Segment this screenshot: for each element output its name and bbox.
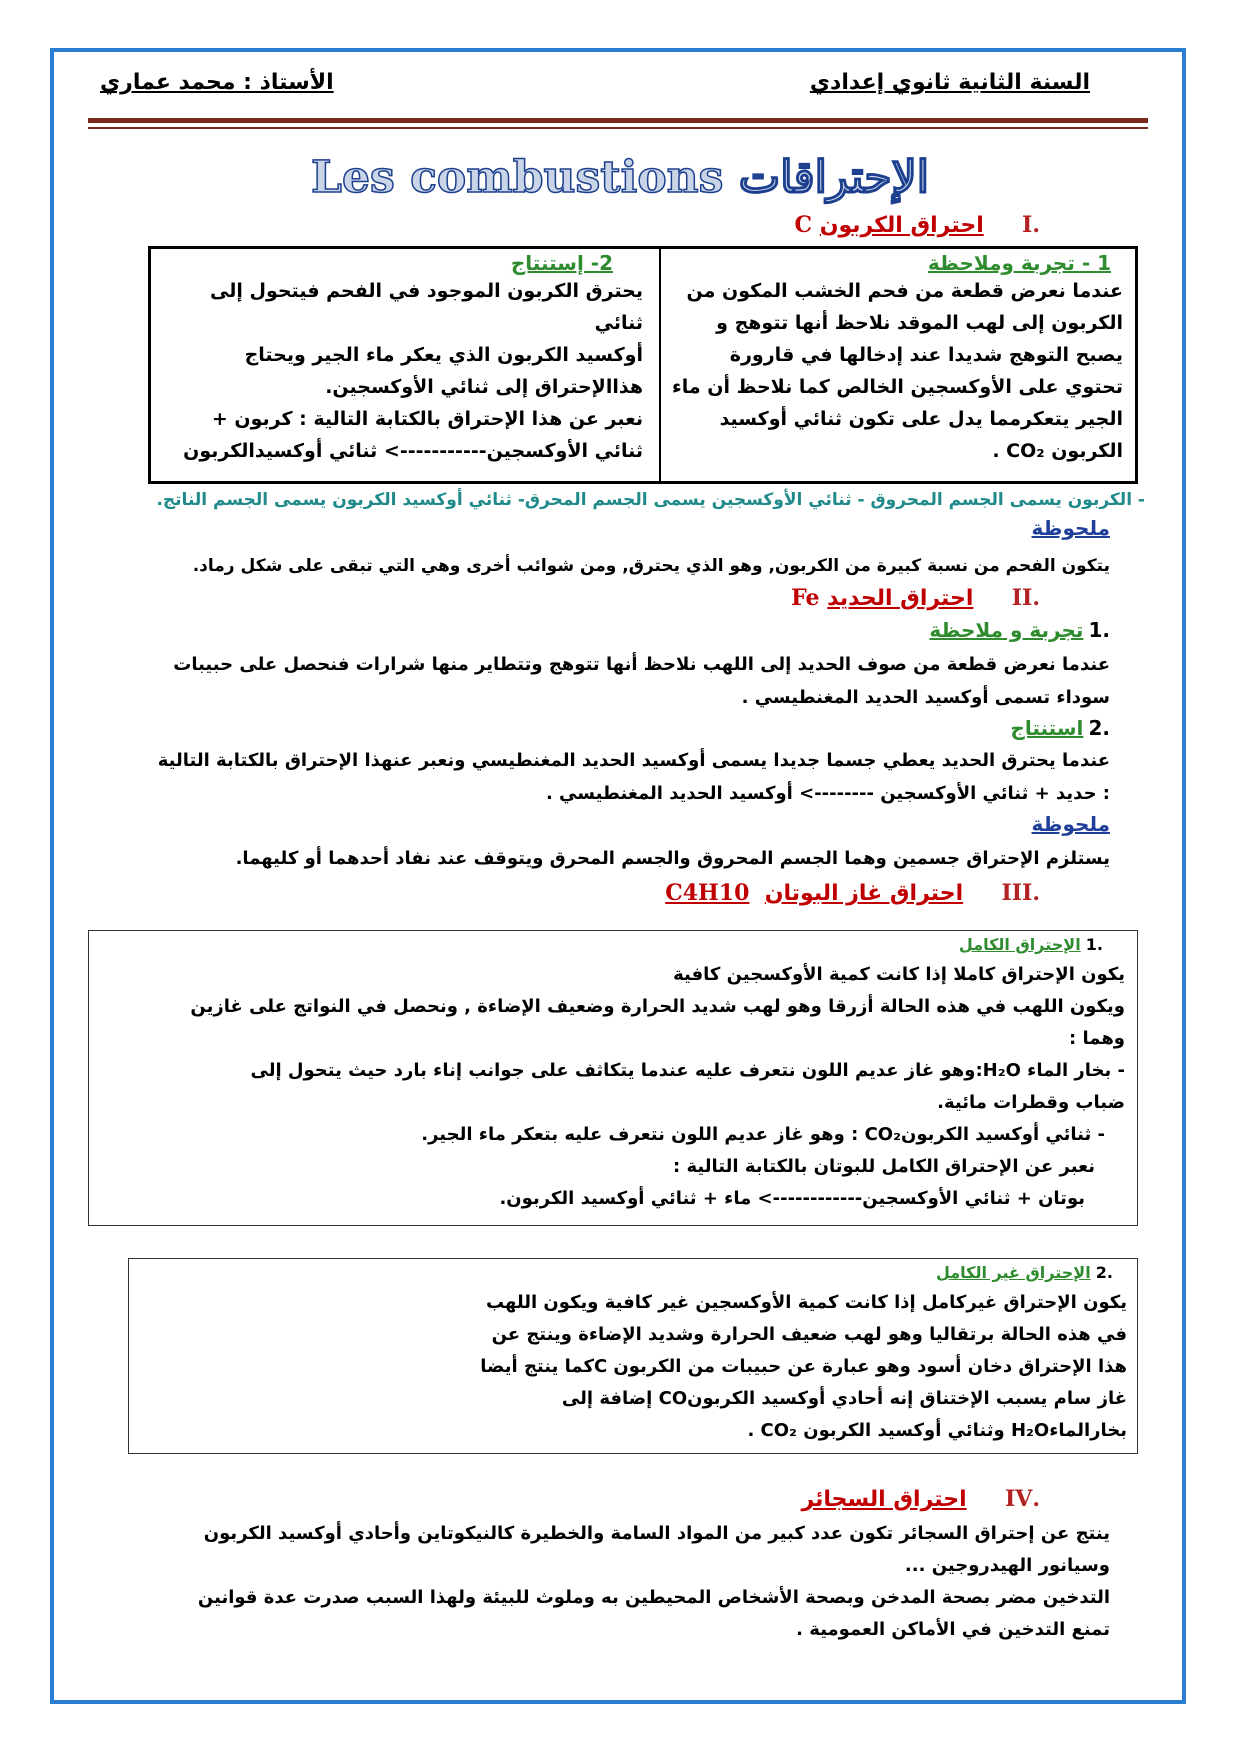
incomplete-combustion-box xyxy=(128,1258,1138,1454)
section2-exp-heading: .1 تجربة و ملاحظة xyxy=(929,618,1110,642)
section2-conclusion: عندما يحترق الحديد يعطي جسما جديدا يسمى أوكسيد الحديد المغنطيسي ونعبر عنهذا الإحتراق بالكتابة التالية : حديد + ثنائي الأوكسجين --------> أوكسيد الحديد المغنطيسي . xyxy=(157,750,1110,804)
section2-experiment: عندما نعرض قطعة من صوف الحديد إلى اللهب نلاحظ أنها تتوهج وتتطاير منها شرارات فنحصل على حبيبات سوداء تسمى أوكسيد الحديد المغنطيسي . xyxy=(173,654,1110,708)
section4-text: ينتج عن إحتراق السجائر تكون عدد كبير من المواد السامة والخطيرة كالنيكوتاين وأحادي أوكسيد الكربون وسيانور الهيدروجين ... التدخين مضر بصحة المدخن وبصحة الأشخاص المحيطين به وملوث للبيئة ولهذا السبب صدرت عدة قوانين تمنع التدخين في الأماكن العمومية . xyxy=(197,1523,1110,1640)
section3-heading: .III احتراق غاز البوتان C4H10 xyxy=(665,880,1040,906)
header-rule xyxy=(88,118,1148,123)
experiment-cell: 1 - تجربة وملاحظة عندما نعرض قطعة من فحم الخشب المكون من الكربون إلى لهب الموقد نلاحظ أنها تتوهج و يصبح التوهج شديدا عند إدخالها في قارورة تحتوي على الأوكسجين الخالص كما نلاحظ أن ماء الجير يتعكرمما يدل على تكون ثنائي أوكسيد الكربون CO₂ . xyxy=(653,251,1123,467)
section1-definition: - الكربون يسمى الجسم المحروق - ثنائي الأوكسجين يسمى الجسم المحرق- ثنائي أوكسيد الكربون يسمى الجسم الناتج. xyxy=(156,490,1145,510)
incomplete-text: يكون الإحتراق غيركامل إذا كانت كمية الأوكسجين غير كافية ويكون اللهب في هذه الحالة برتقاليا وهو لهب ضعيف الحرارة وشديد الإضاءة وينتج عن هذا الإحتراق دخان أسود وهو عبارة عن حبيبات من الكربون Cكما ينتج أيضا غاز سام يسبب الإختناق إنه أحادي أوكسيد الكربونCO إضافة إلى بخارالماءH₂O وثنائي أوكسيد الكربون CO₂ . xyxy=(480,1292,1127,1441)
section1-note-title: ملحوظة xyxy=(1031,516,1110,540)
section1-heading: .I احتراق الكربون C xyxy=(794,212,1040,238)
title-ar: الإحتراقات xyxy=(738,152,929,203)
section4-heading: .IV احتراق السجائر xyxy=(801,1486,1040,1512)
teacher-label: الأستاذ : محمد عماري xyxy=(100,70,334,95)
page-title xyxy=(0,152,1240,203)
experiment-title: 1 - تجربة وملاحظة xyxy=(927,251,1111,275)
conclusion-cell: 2- إستنتاج يحترق الكربون الموجود في الفحم فيتحول إلى ثنائي أوكسيد الكربون الذي يعكر ماء الجير ويحتاج هذاالإحتراق إلى ثنائي الأوكسجين. نعبر عن هذا الإحتراق بالكتابة التالية : كربون + ثنائي الأوكسجين-----------> ثنائي أوكسيدالكربون xyxy=(163,251,643,467)
complete-heading: .1 الإحتراق الكامل xyxy=(958,935,1103,954)
section1-table xyxy=(148,246,1138,484)
section2-heading: .II احتراق الحديد Fe xyxy=(791,585,1040,611)
section2-note-title: ملحوظة xyxy=(1031,812,1110,836)
complete-text: يكون الإحتراق كاملا إذا كانت كمية الأوكسجين كافية ويكون اللهب في هذه الحالة أزرقا وهو لهب شديد الحرارة وضعيف الإضاءة , ونحصل في النواتج على غازين وهما : - بخار الماء H₂O:وهو غاز عديم اللون نتعرف عليه عندما يتكاثف على جوانب إناء بارد حيث يتحول إلى ضباب وقطرات مائية. - ثنائي أوكسيد الكربونCO₂ : وهو غاز عديم اللون نتعرف عليه بتعكر ماء الجير. نعبر عن الإحتراق الكامل للبوتان بالكتابة التالية : بوتان + ثنائي الأوكسجين------------> ماء + ثنائي أوكسيد الكربون. xyxy=(190,964,1125,1209)
complete-combustion-box xyxy=(88,930,1138,1226)
conclusion-title: 2- إستنتاج xyxy=(510,251,613,275)
section2-conc-heading: .2 استنتاج xyxy=(1010,716,1110,740)
section1-note-text: يتكون الفحم من نسبة كبيرة من الكربون, وهو الذي يحترق, ومن شوائب أخرى وهي التي تبقى على شكل رماد. xyxy=(192,556,1110,576)
incomplete-heading: .2 الإحتراق غير الكامل xyxy=(935,1263,1113,1282)
grade-label: السنة الثانية ثانوي إعدادي xyxy=(809,70,1090,95)
header-rule-thin xyxy=(88,127,1148,129)
section2-note-text: يستلزم الإحتراق جسمين وهما الجسم المحروق والجسم المحرق ويتوقف عند نفاد أحدهما أو كليهما. xyxy=(235,848,1110,869)
title-fr: Les combustions xyxy=(311,152,724,203)
